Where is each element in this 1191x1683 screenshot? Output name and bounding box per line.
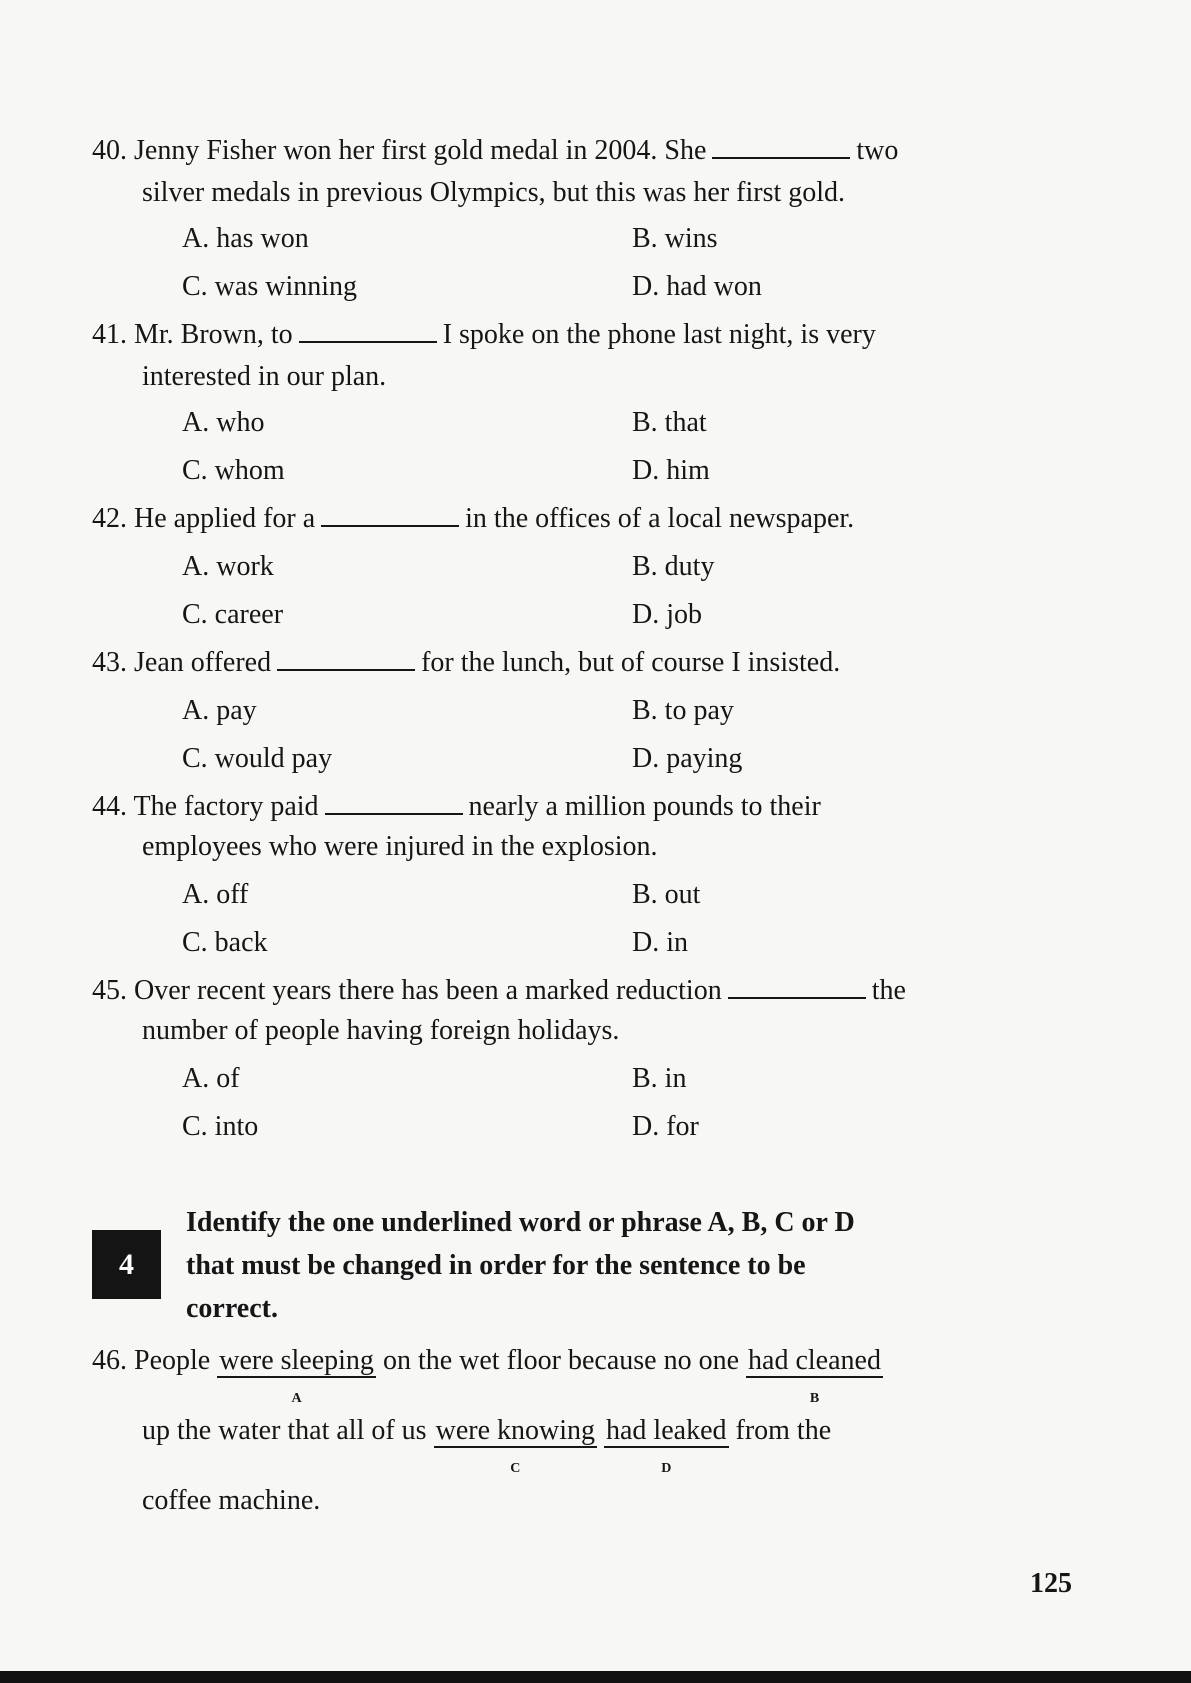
section-instruction-line-2: that must be changed in order for the sentence to be (186, 1250, 806, 1281)
section-number-badge: 4 (92, 1230, 161, 1299)
underlined-option-d: had leaked D (606, 1415, 727, 1476)
option-d: D. job (632, 599, 702, 630)
option-c: C. would pay (182, 743, 333, 774)
option-a: A. work (182, 551, 274, 582)
underlined-option-a: were sleeping A (219, 1345, 374, 1406)
answer-blank (277, 647, 415, 671)
option-c: C. was winning (182, 271, 357, 302)
answer-blank (728, 975, 866, 999)
question-46-line-1: 46. People were sleeping A on the wet floor because no one had cleaned B (92, 1345, 881, 1406)
answer-blank (325, 791, 463, 815)
question-41-line-2: interested in our plan. (142, 361, 387, 392)
option-a: A. of (182, 1063, 240, 1094)
underlined-option-c: were knowing C (435, 1415, 595, 1476)
question-43-line-1: 43. Jean offered for the lunch, but of course I insisted. (92, 647, 841, 678)
option-b: B. duty (632, 551, 715, 582)
option-a: A. who (182, 407, 265, 438)
question-45-line-1: 45. Over recent years there has been a marked reduction the (92, 975, 906, 1006)
option-d: D. in (632, 927, 688, 958)
option-d: D. him (632, 455, 710, 486)
answer-blank (712, 135, 850, 159)
option-d: D. had won (632, 271, 762, 302)
page-number: 125 (1030, 1568, 1072, 1599)
question-40-line-2: silver medals in previous Olympics, but this was her first gold. (142, 177, 846, 208)
option-a: A. off (182, 879, 249, 910)
question-42-line-1: 42. He applied for a in the offices of a local newspaper. (92, 503, 855, 534)
section-instruction-line-3: correct. (186, 1293, 278, 1324)
section-instruction-line-1: Identify the one underlined word or phrase A, B, C or D (186, 1207, 855, 1238)
option-b: B. to pay (632, 695, 734, 726)
option-b: B. in (632, 1063, 687, 1094)
option-d: D. paying (632, 743, 743, 774)
option-a: A. has won (182, 223, 309, 254)
answer-blank (321, 503, 459, 527)
answer-blank (299, 319, 437, 343)
scan-edge (0, 1671, 1191, 1683)
question-46-line-2: up the water that all of us were knowing C had leaked D from the (142, 1415, 832, 1476)
question-45-line-2: number of people having foreign holidays. (142, 1015, 620, 1046)
option-b: B. that (632, 407, 707, 438)
option-c: C. back (182, 927, 268, 958)
question-41-line-1: 41. Mr. Brown, to I spoke on the phone last night, is very (92, 319, 876, 350)
option-c: C. into (182, 1111, 259, 1142)
question-40-line-1: 40. Jenny Fisher won her first gold medal in 2004. She two (92, 135, 899, 166)
option-b: B. wins (632, 223, 718, 254)
option-c: C. whom (182, 455, 285, 486)
question-44-line-1: 44. The factory paid nearly a million pounds to their (92, 791, 821, 822)
option-b: B. out (632, 879, 701, 910)
option-d: D. for (632, 1111, 699, 1142)
option-c: C. career (182, 599, 284, 630)
question-44-line-2: employees who were injured in the explosion. (142, 831, 658, 862)
option-a: A. pay (182, 695, 257, 726)
underlined-option-b: had cleaned B (748, 1345, 881, 1406)
question-46-line-3: coffee machine. (142, 1485, 321, 1516)
